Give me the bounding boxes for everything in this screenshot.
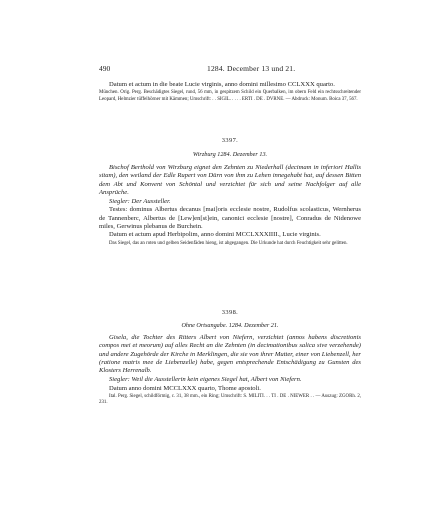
running-head: 1284. December 13 und 21. bbox=[207, 64, 296, 73]
sealer: Siegler: Der Aussteller. bbox=[109, 198, 171, 206]
archival-note: Ital. Perg. Siegel, schildförmig, c. 31, 38 mm., ein Ring; Umschrift: S. MILITI. . . TI . DE . NIEWER . . — Auszug: ZGORh. 2, 231. bbox=[99, 394, 361, 406]
witness-list: Testes: dominus Albertus decanus [mai]oris ecclesie nostre, Rudolfus scolasticus, Wernherus de Tannenberc, Albertus de [Lew]en[st]ein, canonici ecclesie [nostre], Conradus de Nidenowe miles, Gerwinus plebanus de Burchein. bbox=[99, 206, 361, 231]
sealer: Siegler: Weil die Ausstellerin kein eigenes Siegel hat, Albert von Niefern. bbox=[109, 376, 302, 384]
regest: Bischof Berthold von Wirzburg eignet den Zehnten zu Niederhall (decimam in inferiori Hallis sitam), den weiland der Edle Rupert von Dürn von ihm zu Lehen innegehabt hat, auf dessen Bitten dem Abt und Konvent von Schöntal und verzichtet für sich und seine Nachfolger auf alle Ansprüche. bbox=[99, 164, 361, 196]
dateline: Ohne Ortsangabe. 1284. Dezember 21. bbox=[181, 322, 279, 329]
dateline: Wirzburg 1284. Dezember 13. bbox=[192, 151, 268, 158]
datum-line: Datum anno domini MCCLXXX quarto, Thome apostoli. bbox=[109, 384, 261, 392]
document-number: 3398. bbox=[221, 309, 239, 316]
document-3397 bbox=[99, 137, 361, 247]
datum-line: Datum et actum in die beate Lucie virginis, anno domini millesimo CCLXXX quarto. bbox=[109, 81, 335, 88]
document-3398 bbox=[99, 309, 361, 406]
top-section bbox=[99, 81, 361, 103]
document-number: 3397. bbox=[221, 137, 239, 144]
datum-line: Datum et actum apud Herbipolim, anno domini MCCLXXXIIII., Lucie virginis. bbox=[109, 231, 321, 239]
archival-note: München. Orig. Perg. Beschädigtes Siegel, rund, 56 mm, in gespitzem Schild ein Querbalken, im obern Feld ein rechtsschreitender Leopard, Helmzier tüffelhörner mit Kämmen; Umschrift: . . SIGIL. . . . . ERTI . DE . DVRNE. — Abdruck: Monum. Boica 37, 567. bbox=[99, 90, 361, 102]
regest: Gisela, die Tochter des Ritters Albert von Niefern, verzichtet (annos habens discretionis compos mei et meorum) auf alles Recht an die Zehnten (in decimationibus salica sive verzehende) und andere Zugehörde der Kirche in Merklingen, die sie von ihrer Mutter, einer von Liebenzell, her (ratione matris mee de Liebenzelle) habe, gegen entsprechende Entschädigung zu Gunsten des Klosters Herrenalb. bbox=[99, 334, 361, 375]
archival-note: Das Siegel, das an roten und gelben Seidenfäden hieng, ist abgegangen. Die Urkunde hat durch Feuchtigkeit sehr gelitten. bbox=[109, 240, 348, 246]
page-number: 490 bbox=[99, 64, 111, 73]
